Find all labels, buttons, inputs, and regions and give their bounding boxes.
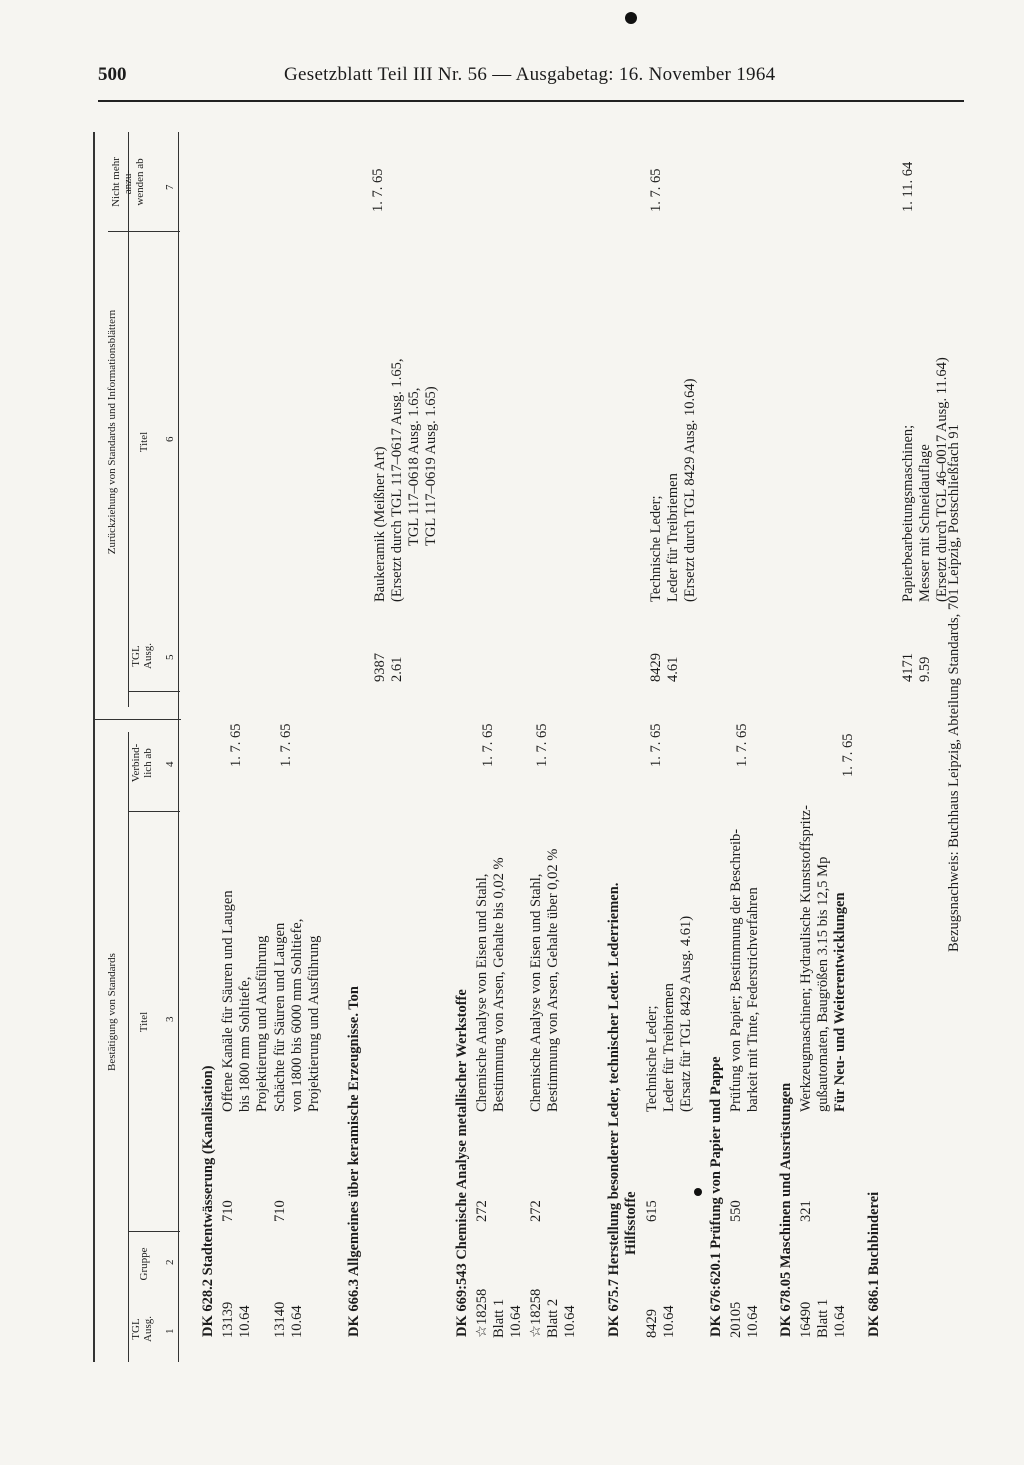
gruppe-value: 321: [798, 1200, 814, 1222]
title-cell-withdrawn: Papierbearbeitungsmaschinen; Messer mit Schneidauflage (Ersetzt durch TGL 46–0017 Ausg. 11.64): [900, 357, 950, 602]
verbindlich-date: 1. 7. 65: [480, 723, 496, 767]
section-heading: DK 678.05 Maschinen und Ausrüstungen: [778, 1082, 794, 1337]
ink-dot: [694, 1188, 702, 1196]
nicht-mehr-date: 1. 7. 65: [370, 168, 386, 212]
section-heading: DK 686.1 Buchbinderei: [866, 1191, 882, 1337]
header-rule: [98, 100, 964, 102]
col-number-3: 3: [164, 1016, 176, 1022]
gruppe-value: 710: [272, 1200, 288, 1222]
section-heading: DK 676:620.1 Prüfung von Papier und Pappe: [708, 1056, 724, 1337]
verbindlich-date: 1. 7. 65: [840, 733, 856, 777]
nicht-mehr-date: 1. 11. 64: [900, 161, 916, 212]
section-heading: DK 669:543 Chemische Analyse metallischer Werkstoffe: [454, 989, 470, 1337]
title-cell: Offene Kanäle für Säuren und Laugen bis 1800 mm Sohltiefe, Projektierung und Ausführung: [220, 890, 270, 1112]
header-bottom-rule: [178, 132, 179, 1362]
gruppe-value: 710: [220, 1200, 236, 1222]
gruppe-value: 272: [474, 1200, 490, 1222]
verbindlich-date: 1. 7. 65: [278, 723, 294, 767]
title-cell: Prüfung von Papier; Bestimmung der Beschreib- barkeit mit Tinte, Federstrichverfahren: [728, 828, 761, 1112]
verbindlich-date: 1. 7. 65: [534, 723, 550, 767]
tgl-number: ☆18258 Blatt 1 10.64: [474, 1288, 524, 1338]
ink-dot: [625, 12, 637, 24]
reference-note: Bezugsnachweis: Buchhaus Leipzig, Abteilung Standards, 701 Leipzig, Postschließfach 91: [946, 424, 962, 952]
col-number-5: 5: [164, 654, 176, 660]
col-number-2: 2: [164, 1259, 176, 1265]
section-heading: DK 666.3 Allgemeines über keramische Erzeugnisse. Ton: [346, 986, 362, 1337]
table-left-rule: [93, 132, 95, 1362]
verbindlich-date: 1. 7. 65: [648, 723, 664, 767]
col-divider-6: [108, 231, 180, 232]
tgl-number-withdrawn: 9387 2.61: [372, 653, 405, 682]
title-cell: Chemische Analyse von Eisen und Stahl, Bestimmung von Arsen, Gehalte bis 0,02 %: [474, 857, 507, 1112]
col-divider-1: [128, 1231, 180, 1232]
column-divider: [93, 719, 181, 720]
page-number: 500: [98, 64, 127, 85]
standards-table: [88, 122, 988, 1372]
col-divider-3: [128, 811, 180, 812]
col-heading-verbindlich: Verbind- lich ab: [130, 743, 154, 783]
tgl-number: ☆18258 Blatt 2 10.64: [528, 1288, 578, 1338]
gruppe-value: 272: [528, 1200, 544, 1222]
verbindlich-date: 1. 7. 65: [734, 723, 750, 767]
col-heading-titel: Titel: [138, 1011, 150, 1033]
tgl-number: 13139 10.64: [220, 1301, 253, 1338]
section-heading: DK 628.2 Stadtentwässerung (Kanalisation): [200, 1065, 216, 1337]
col-divider-5: [128, 691, 180, 692]
col-heading-tgl-2: TGL Ausg.: [130, 643, 154, 669]
verbindlich-date: 1. 7. 65: [228, 723, 244, 767]
title-cell: Technische Leder; Leder für Treibriemen (Ersatz für TGL 8429 Ausg. 4.61): [644, 915, 694, 1112]
title-cell-withdrawn: Technische Leder; Leder für Treibriemen (Ersetzt durch TGL 8429 Ausg. 10.64): [648, 378, 698, 602]
tgl-number: 20105 10.64: [728, 1301, 761, 1338]
title-cell-withdrawn: Baukeramik (Meißner Art) (Ersetzt durch TGL 117–0617 Ausg. 1.65, TGL 117–0618 Ausg. 1.65, TGL 117–0619 Ausg. 1.65): [372, 358, 439, 602]
col-heading-nicht-mehr: Nicht mehr anzu- wenden ab: [110, 157, 146, 207]
tgl-number-withdrawn: 8429 4.61: [648, 653, 681, 682]
col-heading-tgl: TGL Ausg.: [130, 1316, 154, 1342]
header-title: Gesetzblatt Teil III Nr. 56 — Ausgabetag: 16. November 1964: [284, 64, 776, 85]
tgl-number: 8429 10.64: [644, 1305, 677, 1338]
group-heading-left: Bestätigung von Standards: [106, 953, 118, 1071]
tgl-number: 13140 10.64: [272, 1301, 305, 1338]
group-left-rule: [128, 732, 129, 1362]
tgl-number-withdrawn: 4171 9.59: [900, 653, 933, 682]
page-header: [98, 64, 964, 98]
col-number-1: 1: [164, 1328, 176, 1334]
title-cell: Chemische Analyse von Eisen und Stahl, Bestimmung von Arsen, Gehalte über 0,02 %: [528, 848, 561, 1112]
section-heading: DK 675.7 Herstellung besonderer Leder, technischer Leder. Lederriemen. Hilfsstoffe: [606, 882, 639, 1337]
title-cell: Schächte für Säuren und Laugen von 1800 bis 6000 mm Sohltiefe, Projektierung und Ausführung: [272, 918, 322, 1112]
gruppe-value: 615: [644, 1200, 660, 1222]
group-heading-right: Zurückziehung von Standards und Informationsblättern: [106, 309, 118, 555]
col-number-7: 7: [164, 184, 176, 190]
gruppe-value: 550: [728, 1200, 744, 1222]
col-heading-titel-2: Titel: [138, 431, 150, 453]
tgl-number: 16490 Blatt 1 10.64: [798, 1298, 848, 1338]
col-heading-gruppe: Gruppe: [138, 1247, 150, 1281]
col-number-6: 6: [164, 436, 176, 442]
nicht-mehr-date: 1. 7. 65: [648, 168, 664, 212]
col-number-4: 4: [164, 761, 176, 767]
title-cell: Werkzeugmaschinen; Hydraulische Kunststoffspritz- gußautomaten, Baugrößen 3.15 bis 12,5 Mp Für Neu- und Weiterentwicklungen: [798, 804, 848, 1112]
